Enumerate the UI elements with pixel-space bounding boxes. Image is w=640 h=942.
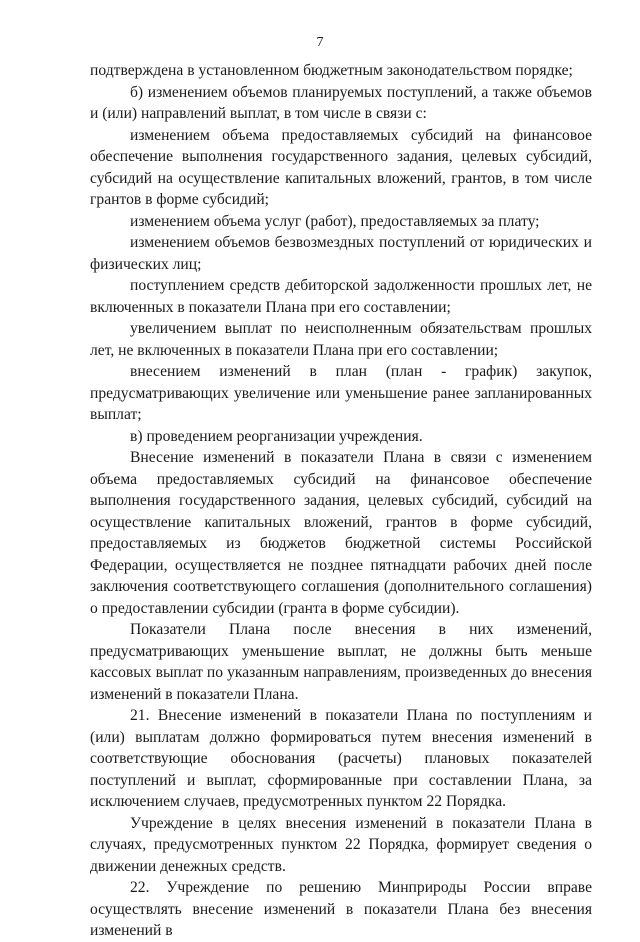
paragraph-changes-deadline: Внесение изменений в показатели Плана в связи с изменением объема предоставляемых субсидий на финансовое обеспечение выполнения государственного задания, целевых субсидий, субсидий на осуществление капитальных вложений, грантов в форме субсидий, предоставляемых из бюджетов бюджетной системы Российской Федерации, осуществляется не позднее пятнадцати рабочих дней после заключения соответствующего соглашения (дополнительного соглашения) о предоставлении субсидии (гранта в форме субсидии). bbox=[90, 449, 592, 617]
paragraph-cash-flow-info: Учреждение в целях внесения изменений в показатели Плана в случаях, предусмотренных пунктом 22 Порядка, формирует сведения о движении денежных средств. bbox=[90, 814, 592, 875]
paragraph-gratuitous-receipts: изменением объемов безвозмездных поступлений от юридических и физических лиц; bbox=[90, 234, 592, 273]
paragraph-continuation: подтверждена в установленном бюджетным законодательством порядке; bbox=[90, 62, 573, 79]
paragraph-item-22: 22. Учреждение по решению Минприроды России вправе осуществлять внесение изменений в показатели Плана без внесения изменений в bbox=[90, 879, 592, 939]
paragraph-item-21: 21. Внесение изменений в показатели Плана по поступлениям и (или) выплатам должно формироваться путем внесения изменений в соответствующие обоснования (расчеты) плановых показателей поступлений и выплат, сформированные при составлении Плана, за исключением случаев, предусмотренных пунктом 22 Порядка. bbox=[90, 707, 592, 810]
paragraph-payments-limit: Показатели Плана после внесения в них изменений, предусматривающих уменьшение выплат, не должны быть меньше кассовых выплат по указанным направлениям, произведенных до внесения изменений в показатели Плана. bbox=[90, 621, 592, 703]
page-number: 7 bbox=[316, 35, 324, 50]
paragraph-item-b: б) изменением объемов планируемых поступлений, а также объемов и (или) направлений выплат, в том числе в связи с: bbox=[90, 83, 592, 122]
paragraph-procurement-plan: внесением изменений в план (план - график) закупок, предусматривающих увеличение или уменьшение ранее запланированных выплат; bbox=[90, 363, 592, 423]
document-body bbox=[90, 60, 592, 942]
paragraph-services-change: изменением объема услуг (работ), предоставляемых за плату; bbox=[130, 212, 540, 230]
paragraph-subsidies-change: изменением объема предоставляемых субсидий на финансовое обеспечение выполнения государственного задания, целевых субсидий, субсидий на осуществление капитальных вложений, грантов, в том числе грантов в форме субсидий; bbox=[90, 126, 592, 208]
paragraph-unfulfilled-obligations: увеличением выплат по неисполненным обязательствам прошлых лет, не включенных в показатели Плана при его составлении; bbox=[90, 320, 592, 359]
paragraph-receivables: поступлением средств дебиторской задолженности прошлых лет, не включенных в показатели Плана при его составлении; bbox=[90, 277, 592, 316]
paragraph-item-v: в) проведением реорганизации учреждения. bbox=[130, 427, 423, 445]
